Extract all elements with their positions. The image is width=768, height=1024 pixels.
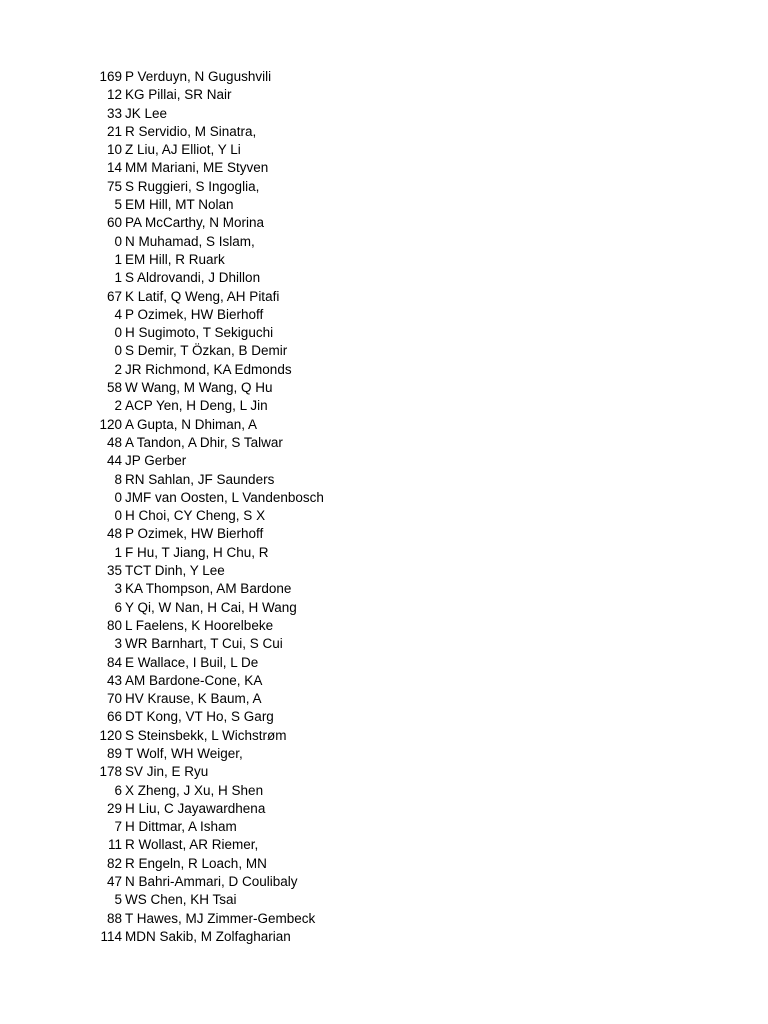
author-list: TCT Dinh, Y Lee — [125, 563, 225, 579]
citation-count: 3 — [114, 636, 122, 652]
list-item — [0, 251, 768, 269]
list-item — [0, 342, 768, 360]
list-item — [0, 745, 768, 763]
citation-count: 0 — [114, 343, 122, 359]
author-list: P Ozimek, HW Bierhoff — [125, 526, 264, 542]
author-list: S Aldrovandi, J Dhillon — [125, 270, 261, 286]
list-item — [0, 708, 768, 726]
citation-count: 5 — [114, 892, 122, 908]
list-item — [0, 763, 768, 781]
citation-count: 33 — [106, 105, 122, 121]
author-list: H Sugimoto, T Sekiguchi — [125, 325, 274, 341]
author-list: H Choi, CY Cheng, S X — [125, 508, 266, 524]
citation-count: 82 — [106, 855, 122, 871]
list-item — [0, 507, 768, 525]
citation-count: 4 — [114, 306, 122, 322]
list-item — [0, 782, 768, 800]
citation-count: 169 — [99, 69, 122, 84]
citation-count: 8 — [114, 471, 122, 487]
author-list: A Tandon, A Dhir, S Talwar — [125, 434, 283, 450]
citation-count: 12 — [106, 87, 122, 103]
list-item — [0, 159, 768, 177]
author-list: Z Liu, AJ Elliot, Y Li — [125, 142, 241, 158]
citation-count: 35 — [106, 563, 122, 579]
citation-count: 2 — [114, 361, 122, 377]
author-list: T Wolf, WH Weiger, — [125, 745, 243, 761]
citation-count: 3 — [114, 581, 122, 597]
author-list: Y Qi, W Nan, H Cai, H Wang — [125, 599, 297, 615]
citation-count: 88 — [106, 910, 122, 926]
author-list: EM Hill, MT Nolan — [125, 197, 234, 213]
author-list: JK Lee — [125, 105, 168, 121]
author-list: K Latif, Q Weng, AH Pitafi — [125, 288, 280, 304]
citation-count: 6 — [114, 599, 122, 615]
list-item — [0, 525, 768, 543]
list-item — [0, 141, 768, 159]
author-list: H Dittmar, A Isham — [125, 819, 237, 835]
list-item — [0, 269, 768, 287]
list-item — [0, 654, 768, 672]
citation-count: 2 — [114, 398, 122, 414]
citation-count: 0 — [114, 233, 122, 249]
author-list: R Engeln, R Loach, MN — [125, 855, 267, 871]
citation-count: 70 — [106, 691, 122, 707]
author-list: A Gupta, N Dhiman, A — [125, 416, 258, 432]
list-item — [0, 324, 768, 342]
citation-count: 67 — [106, 288, 122, 304]
list-item — [0, 562, 768, 580]
citation-count: 11 — [107, 837, 122, 853]
citation-count: 60 — [106, 215, 122, 231]
author-list: HV Krause, K Baum, A — [125, 691, 262, 707]
list-item — [0, 452, 768, 470]
author-list: R Servidio, M Sinatra, — [125, 123, 257, 139]
citation-count: 1 — [114, 251, 122, 267]
author-list: JR Richmond, KA Edmonds — [125, 361, 292, 377]
list-item — [0, 599, 768, 617]
author-list: S Steinsbekk, L Wichstrøm — [125, 727, 287, 743]
list-item — [0, 672, 768, 690]
citation-count: 178 — [99, 764, 122, 780]
author-list: MM Mariani, ME Styven — [125, 160, 269, 176]
list-item — [0, 855, 768, 873]
citation-count: 47 — [106, 874, 122, 890]
list-item — [0, 617, 768, 635]
author-list: WS Chen, KH Tsai — [125, 892, 237, 908]
citation-list — [0, 68, 768, 946]
author-list: JMF van Oosten, L Vandenbosch — [125, 489, 324, 505]
author-list: JP Gerber — [125, 453, 187, 469]
list-item — [0, 727, 768, 745]
citation-count: 120 — [99, 416, 122, 432]
list-item — [0, 800, 768, 818]
citation-count: 48 — [106, 526, 122, 542]
author-list: MDN Sakib, M Zolfagharian — [125, 928, 291, 944]
citation-count: 89 — [106, 745, 122, 761]
citation-count: 75 — [106, 178, 122, 194]
list-item — [0, 288, 768, 306]
author-list: ACP Yen, H Deng, L Jin — [125, 398, 268, 414]
list-item — [0, 416, 768, 434]
list-item — [0, 690, 768, 708]
author-list: E Wallace, I Buil, L De — [125, 654, 259, 670]
author-list: PA McCarthy, N Morina — [125, 215, 265, 231]
author-list: S Demir, T Özkan, B Demir — [125, 343, 288, 359]
citation-count: 84 — [106, 654, 122, 670]
citation-count: 5 — [114, 197, 122, 213]
citation-count: 0 — [114, 489, 122, 505]
citation-count: 29 — [106, 800, 122, 816]
citation-count: 0 — [114, 325, 122, 341]
citation-count: 44 — [106, 453, 122, 469]
author-list: SV Jin, E Ryu — [125, 764, 209, 780]
author-list: W Wang, M Wang, Q Hu — [125, 380, 273, 396]
author-list: F Hu, T Jiang, H Chu, R — [125, 544, 269, 560]
author-list: EM Hill, R Ruark — [125, 251, 225, 267]
author-list: S Ruggieri, S Ingoglia, — [125, 178, 260, 194]
citation-count: 10 — [106, 142, 122, 158]
list-item — [0, 635, 768, 653]
list-item — [0, 233, 768, 251]
author-list: N Bahri-Ammari, D Coulibaly — [125, 874, 298, 890]
citation-count: 114 — [100, 928, 122, 944]
list-item — [0, 873, 768, 891]
citation-count: 58 — [106, 380, 122, 396]
list-item — [0, 471, 768, 489]
list-item — [0, 178, 768, 196]
author-list: T Hawes, MJ Zimmer-Gembeck — [125, 910, 316, 926]
author-list: WR Barnhart, T Cui, S Cui — [125, 636, 283, 652]
author-list: KG Pillai, SR Nair — [125, 87, 232, 103]
list-item — [0, 86, 768, 104]
list-item — [0, 580, 768, 598]
list-item — [0, 489, 768, 507]
author-list: P Ozimek, HW Bierhoff — [125, 306, 264, 322]
list-item — [0, 123, 768, 141]
list-item — [0, 306, 768, 324]
list-item — [0, 214, 768, 232]
citation-count: 0 — [114, 508, 122, 524]
list-item — [0, 910, 768, 928]
list-item — [0, 836, 768, 854]
citation-count: 120 — [99, 727, 122, 743]
citation-count: 1 — [114, 544, 122, 560]
citation-count: 80 — [106, 617, 122, 633]
list-item — [0, 891, 768, 909]
citation-count: 14 — [106, 160, 122, 176]
list-item — [0, 379, 768, 397]
citation-count: 43 — [106, 672, 122, 688]
list-item — [0, 397, 768, 415]
author-list: KA Thompson, AM Bardone — [125, 581, 292, 597]
citation-count: 21 — [106, 123, 122, 139]
citation-count: 66 — [106, 709, 122, 725]
list-item — [0, 105, 768, 123]
citation-count: 7 — [114, 819, 122, 835]
author-list: H Liu, C Jayawardhena — [125, 800, 266, 816]
author-list: AM Bardone-Cone, KA — [125, 672, 263, 688]
author-list: RN Sahlan, JF Saunders — [125, 471, 275, 487]
list-item — [0, 196, 768, 214]
list-item — [0, 544, 768, 562]
citation-count: 1 — [114, 270, 122, 286]
list-item — [0, 68, 768, 86]
list-item — [0, 818, 768, 836]
author-list: N Muhamad, S Islam, — [125, 233, 255, 249]
author-list: R Wollast, AR Riemer, — [125, 837, 259, 853]
list-item — [0, 434, 768, 452]
list-item — [0, 928, 768, 946]
author-list: L Faelens, K Hoorelbeke — [125, 617, 274, 633]
citation-count: 48 — [106, 434, 122, 450]
author-list: P Verduyn, N Gugushvili — [125, 69, 272, 84]
author-list: DT Kong, VT Ho, S Garg — [125, 709, 274, 725]
list-item — [0, 361, 768, 379]
author-list: X Zheng, J Xu, H Shen — [125, 782, 264, 798]
citation-count: 6 — [114, 782, 122, 798]
